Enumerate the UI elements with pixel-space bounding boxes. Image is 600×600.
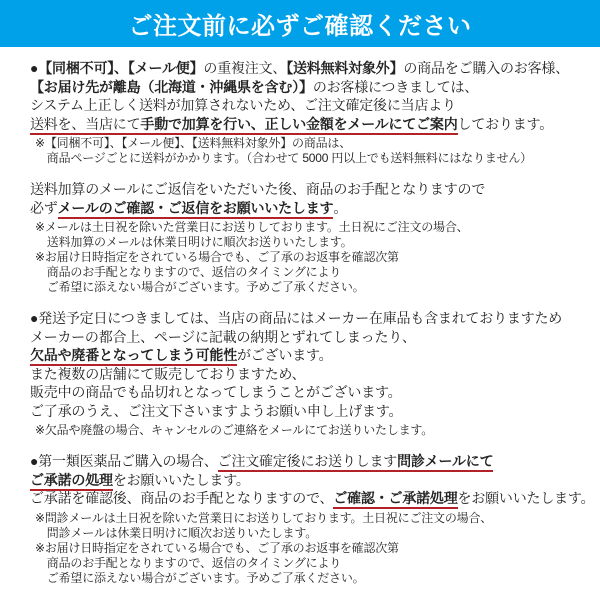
text-line	[30, 280, 596, 295]
text-line	[30, 250, 596, 265]
text-line	[30, 136, 596, 151]
page-title: ご注文前に必ずご確認ください	[128, 13, 472, 40]
text-line	[30, 452, 596, 471]
text-segment: ※欠品や廃盤の場合、キャンセルのご連絡をメールにてお送りいたします。	[35, 423, 434, 437]
text-segment: 【お届け先が離島（北海道・沖縄県を含む）】	[30, 78, 313, 95]
text-segment: ●第一類医薬品ご購入の場合、	[30, 453, 218, 469]
text-line	[30, 365, 596, 384]
text-segment: ご了承のうえ、ご注文下さいますようお願い申し上げます。	[30, 402, 403, 419]
text-segment: 商品ページごとに送料がかかります。（合わせて 5000 円以上でも送料無料にはなりません）	[35, 151, 532, 165]
highlighted-text-segment: 欠品や廃番となってしまう可能性	[30, 347, 237, 366]
text-line	[30, 571, 596, 586]
text-segment: 必ず	[30, 199, 58, 216]
text-line	[30, 115, 596, 134]
highlighted-text-segment: ご確認・ご承諾処理	[333, 490, 457, 509]
text-segment: また複数の店舗にて販売しておりますため、	[30, 365, 306, 382]
text-line	[30, 180, 596, 199]
text-segment: 商品のお手配となりますので、返信のタイミングにより	[35, 265, 342, 279]
text-segment: の重複注文、	[203, 60, 287, 76]
text-segment: ●【同梱不可】、【メール便】	[30, 60, 204, 76]
text-segment: 【送料無料対象外】	[286, 60, 404, 76]
text-line	[30, 541, 596, 556]
highlighted-text-segment: 問診メールにて	[397, 453, 493, 472]
paragraph-block	[30, 59, 596, 133]
section-postage-manual-add	[30, 59, 596, 166]
text-segment: システム上正しく送料が加算されないため、ご注文確定後に当店より	[30, 97, 456, 113]
text-line	[30, 199, 596, 218]
note-block	[30, 220, 596, 295]
section-shipping-schedule	[30, 309, 596, 438]
paragraph-block	[30, 180, 596, 217]
text-line	[30, 471, 596, 490]
text-segment: ※【同梱不可】、【メール便】、【送料無料対象外】の商品は、	[35, 136, 352, 150]
text-segment: ※問診メールは土日祝を除いた営業日にお送りしております。土日祝にご注文の場合、	[35, 510, 493, 525]
text-line	[30, 511, 596, 526]
section-mail-reply-request	[30, 180, 596, 295]
text-segment: の商品をご購入のお客様、	[403, 60, 570, 76]
text-line	[30, 346, 596, 365]
note-block	[30, 423, 596, 438]
text-line	[30, 526, 596, 541]
paragraph-block	[30, 452, 596, 508]
highlighted-text-segment: メールのご確認・ご返信をお願いいたします	[58, 200, 334, 219]
text-line	[30, 220, 596, 235]
text-line	[30, 59, 596, 78]
text-segment: しております。	[457, 115, 554, 132]
highlighted-text-segment: 手動で加算を行い、正しい金額をメールにてご案内	[140, 116, 457, 135]
text-line	[30, 383, 596, 402]
text-segment: 販売中の商品でも品切れとなってしまうことがございます。	[30, 384, 402, 400]
text-segment: がございます。	[237, 347, 333, 363]
text-segment: 送料加算のメールにご返信をいただいた後、商品のお手配となりますので	[30, 181, 486, 197]
notice-header-banner	[0, 0, 600, 47]
text-segment: 問診メールは休業日明けに順次お送りいたします。	[35, 525, 318, 540]
text-segment: 送料加算のメールは休業日明けに順次お送りいたします。	[35, 235, 353, 249]
text-segment: をお願いいたします。	[457, 490, 595, 506]
text-line	[30, 96, 596, 115]
text-line	[30, 309, 596, 328]
highlighted-text-segment: ご注文確定後にお送りします	[218, 453, 397, 472]
text-segment: ※メールは土日祝を除いた営業日にお送りしております。土日祝にご注文の場合、	[35, 220, 469, 234]
text-line	[30, 265, 596, 280]
text-segment: ご承諾を確認後、商品のお手配となりますので、	[30, 490, 334, 506]
text-line	[30, 328, 596, 347]
section-pharmaceutical-consent	[30, 452, 596, 586]
text-line	[30, 78, 596, 97]
highlighted-text-segment: 送料を、当店にて	[30, 116, 140, 135]
text-segment: ●発送予定日につきましては、当店の商品にはメーカー在庫品も含まれておりますため	[30, 310, 563, 326]
text-segment: ※お届け日時指定をされている場合でも、ご了承のお返事を確認次第	[35, 540, 399, 555]
text-line	[30, 235, 596, 250]
notice-content	[0, 47, 600, 586]
paragraph-block	[30, 309, 596, 420]
note-block	[30, 511, 596, 586]
note-block	[30, 136, 596, 166]
text-segment: 。	[333, 199, 348, 216]
highlighted-text-segment: ご承諾の処理	[30, 472, 113, 491]
text-line	[30, 556, 596, 571]
text-segment: メーカーの都合上、ページに記載の納期とずれてしまったり、	[30, 328, 416, 345]
text-segment: ご希望に添えない場合がございます。予めご了承ください。	[35, 280, 365, 294]
text-segment: のお客様につきましては、	[312, 78, 479, 95]
text-segment: ※お届け日時指定をされている場合でも、ご了承のお返事を確認次第	[35, 250, 399, 264]
text-line	[30, 402, 596, 421]
text-segment: ご希望に添えない場合がございます。予めご了承ください。	[35, 570, 365, 585]
text-line	[30, 489, 596, 508]
text-line	[30, 151, 596, 166]
text-segment: をお願いいたします。	[112, 471, 250, 488]
text-segment: 商品のお手配となりますので、返信のタイミングにより	[35, 555, 342, 570]
text-line	[30, 423, 596, 438]
